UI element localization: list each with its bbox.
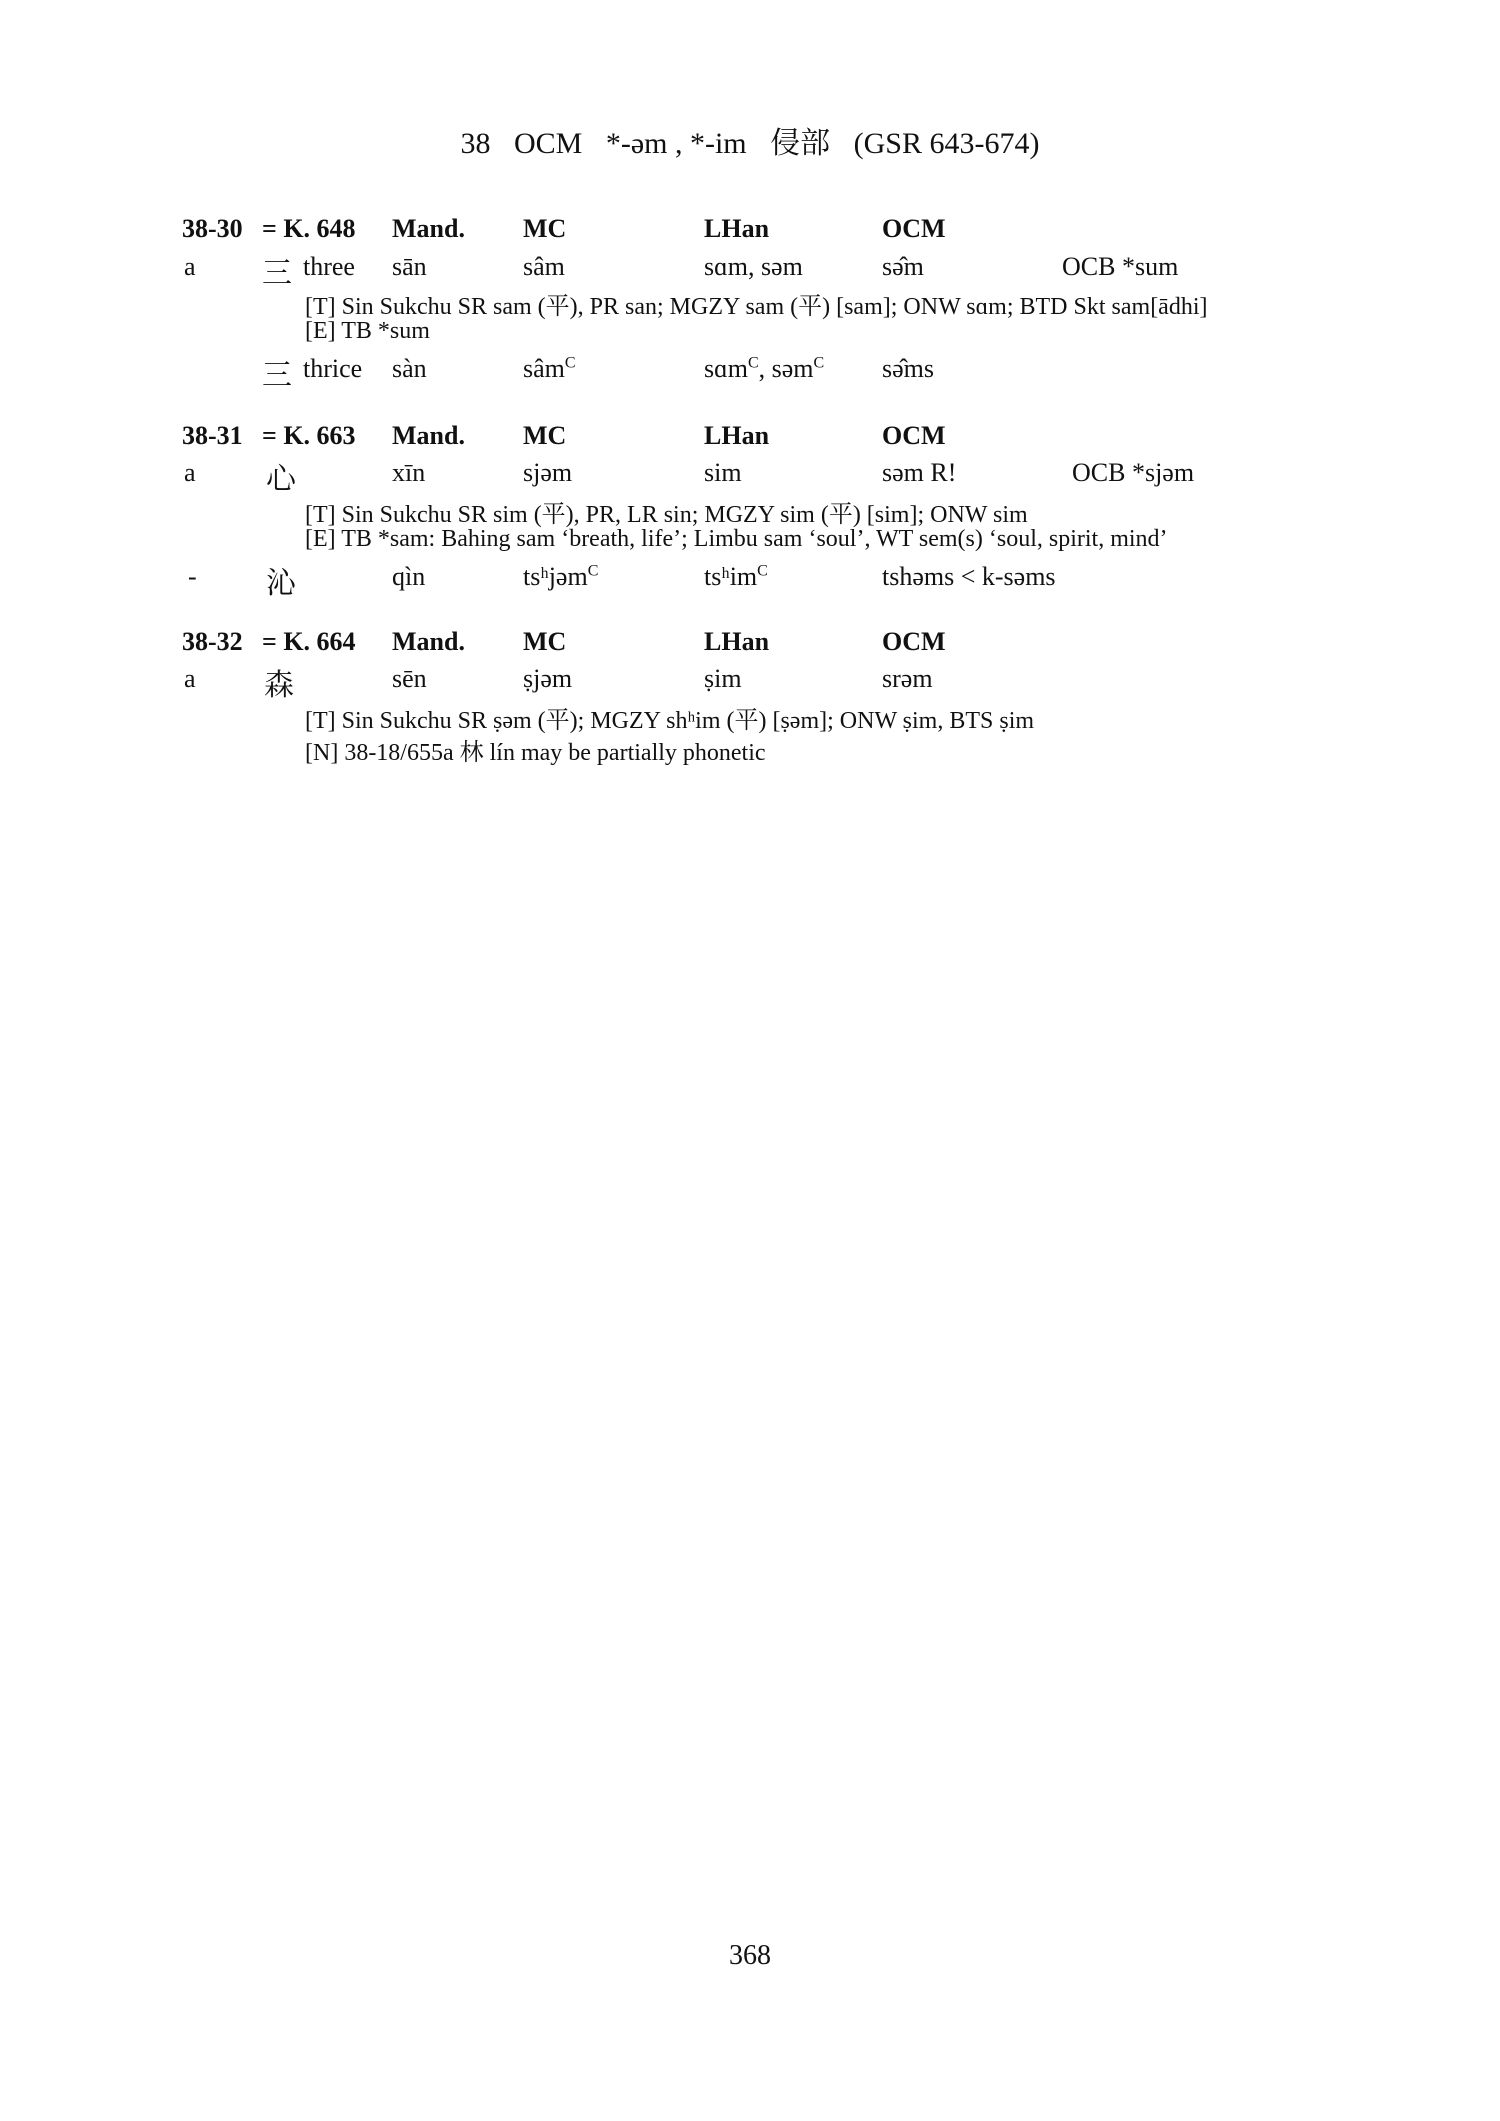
- row-mc: sâm$^C$: [523, 354, 576, 383]
- row-label: -: [188, 562, 197, 591]
- entry-note: [T] Sin Sukchu SR sam (平), PR san; MGZY sam (平) [sam]; ONW sɑm; BTD Skt sam[ādhi]: [305, 294, 1208, 320]
- row-gloss: three: [303, 252, 355, 281]
- row-lhan: sɑm, səm: [704, 252, 803, 281]
- entry-header: [0, 627, 1500, 663]
- row-char: 三: [262, 358, 292, 393]
- row-mand: qìn: [392, 562, 426, 591]
- entry-row: [0, 664, 1500, 703]
- col-lhan: LHan: [704, 421, 770, 450]
- col-mc: MC: [523, 421, 567, 450]
- row-extra: OCB *sum: [1062, 252, 1179, 281]
- title-number: 38: [460, 127, 491, 160]
- entry-note: [E] TB *sam: Bahing sam ‘breath, life’; Limbu sam ‘soul’, WT sem(s) ‘soul, spirit, mind’: [305, 526, 1168, 552]
- entry-header: [0, 214, 1500, 250]
- col-ocm: OCM: [882, 421, 946, 450]
- entry-note: [T] Sin Sukchu SR sim (平), PR, LR sin; MGZY sim (平) [sim]; ONW sim: [305, 502, 1028, 528]
- entry-id: 38-32: [182, 627, 243, 656]
- row-lhan: sɑm$^C$, səm$^C$: [704, 354, 825, 383]
- entry-note: [T] Sin Sukchu SR ṣəm (平); MGZY shʰim (平) [ṣəm]; ONW ṣim, BTS ṣim: [305, 708, 1035, 734]
- row-lhan: sim: [704, 458, 742, 487]
- row-ocm: tshəms < k-səms: [882, 562, 1056, 591]
- row-ocm: səm R!: [882, 458, 957, 487]
- row-mand: sēn: [392, 664, 427, 693]
- col-mc: MC: [523, 627, 567, 656]
- col-mc: MC: [523, 214, 567, 243]
- col-lhan: LHan: [704, 214, 770, 243]
- entry-note: [N] 38-18/655a 林 lín may be partially phonetic: [305, 740, 766, 766]
- row-char: 森: [264, 668, 294, 703]
- entry-karlgren: = K. 663: [262, 421, 356, 450]
- col-mand: Mand.: [392, 421, 465, 450]
- row-extra: OCB *sjəm: [1072, 458, 1195, 487]
- title-gsr: (GSR 643-674): [853, 127, 1040, 160]
- row-mc: ṣjəm: [523, 664, 573, 693]
- row-ocm: srəm: [882, 664, 933, 693]
- row-char: 沁: [266, 566, 296, 601]
- page-number: 368: [729, 1940, 771, 1971]
- entry-row: [0, 562, 1500, 601]
- row-gloss: thrice: [303, 354, 363, 383]
- row-mc: tsʰjəm$^C$: [523, 562, 599, 591]
- entry-row: [0, 252, 1500, 291]
- row-lhan: ṣim: [704, 664, 742, 693]
- col-mand: Mand.: [392, 627, 465, 656]
- row-char: 心: [266, 462, 296, 497]
- title-rhymes: *-əm , *-im: [605, 127, 747, 160]
- entry-note: [E] TB *sum: [305, 318, 430, 344]
- entry-id: 38-31: [182, 421, 243, 450]
- row-mc: sjəm: [523, 458, 573, 487]
- entry-id: 38-30: [182, 214, 243, 243]
- row-label: a: [184, 664, 196, 693]
- entry-row: [0, 354, 1500, 393]
- row-ocm: sə̂m: [882, 252, 924, 281]
- page-title: [0, 118, 1500, 162]
- row-label: a: [184, 252, 196, 281]
- title-ocm: OCM: [513, 127, 583, 160]
- row-lhan: tsʰim$^C$: [704, 562, 768, 591]
- row-char: 三: [262, 256, 292, 291]
- col-lhan: LHan: [704, 627, 770, 656]
- row-mand: sān: [392, 252, 427, 281]
- col-ocm: OCM: [882, 214, 946, 243]
- entry-karlgren: = K. 648: [262, 214, 356, 243]
- entry-karlgren: = K. 664: [262, 627, 356, 656]
- row-ocm: sə̂ms: [882, 354, 934, 383]
- col-ocm: OCM: [882, 627, 946, 656]
- title-han: 侵部: [770, 126, 831, 161]
- col-mand: Mand.: [392, 214, 465, 243]
- row-mc: sâm: [523, 252, 565, 281]
- entry-row: [0, 458, 1500, 497]
- row-mand: sàn: [392, 354, 427, 383]
- entry-header: [0, 421, 1500, 457]
- row-mand: xīn: [392, 458, 426, 487]
- row-label: a: [184, 458, 196, 487]
